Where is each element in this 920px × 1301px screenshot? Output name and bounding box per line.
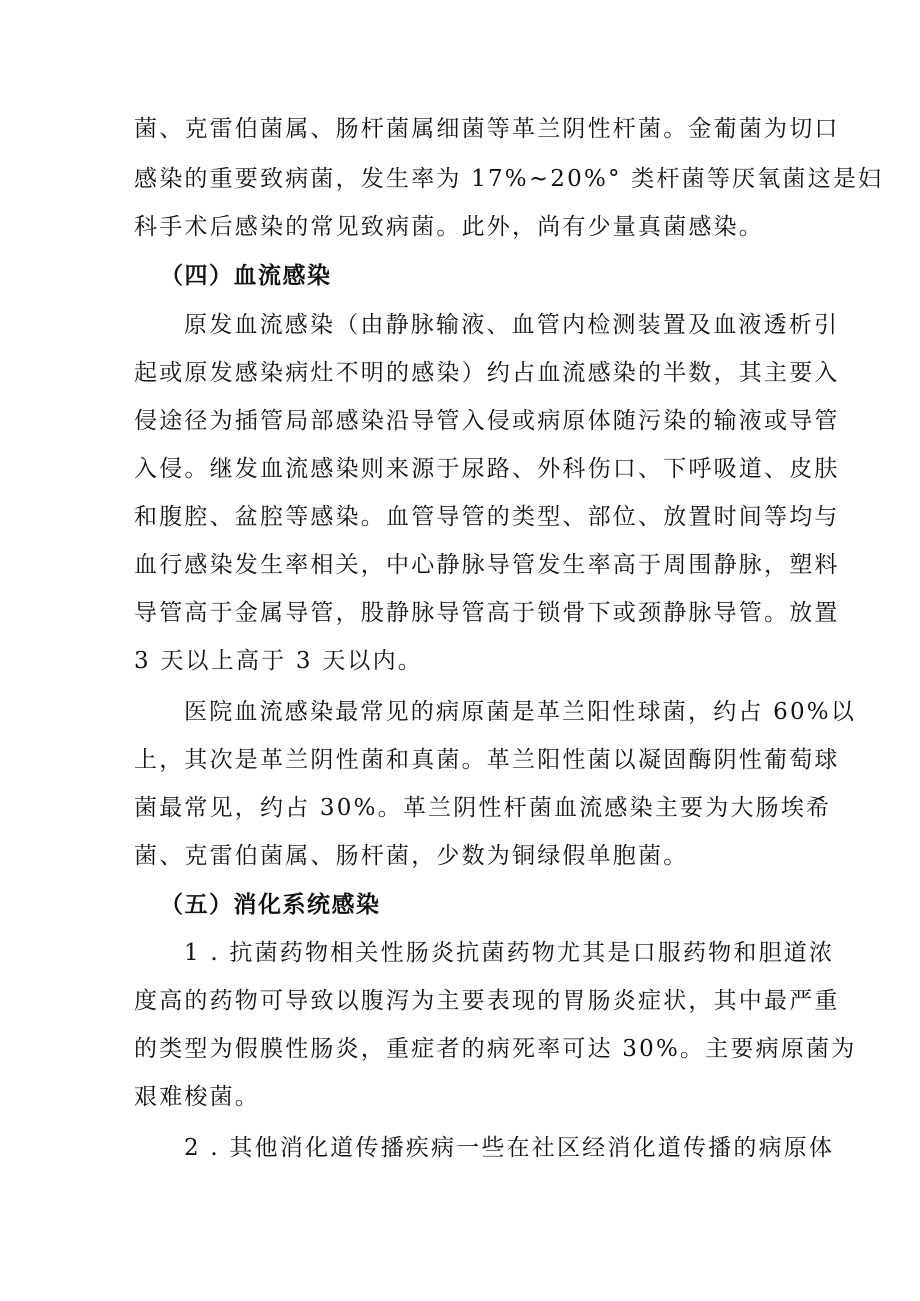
paragraph-line: 度高的药物可导致以腹泻为主要表现的胃肠炎症状，其中最严重 <box>134 988 840 1014</box>
paragraph-line: 科手术后感染的常见致病菌。此外，尚有少量真菌感染。 <box>134 214 764 240</box>
paragraph-line: 导管高于金属导管，股静脉导管高于锁骨下或颈静脉导管。放置 <box>134 600 840 626</box>
section-heading-4: （四）血流感染 <box>160 263 332 289</box>
paragraph-line: 菌最常见，约占 30%。革兰阴性杆菌血流感染主要为大肠埃希 <box>134 795 832 821</box>
paragraph-line: 的类型为假膜性肠炎，重症者的病死率可达 30%。主要病原菌为 <box>134 1036 857 1062</box>
paragraph-line: 艰难梭菌。 <box>134 1084 260 1110</box>
paragraph-line: 感染的重要致病菌，发生率为 17%~20%° 类杆菌等厌氧菌这是妇 <box>134 166 884 192</box>
paragraph-line: 菌、克雷伯菌属、肠杆菌属细菌等革兰阴性杆菌。金葡菌为切口 <box>134 116 840 142</box>
paragraph-line: 2 . 其他消化道传播疾病一些在社区经消化道传播的病原体 <box>184 1135 835 1161</box>
paragraph-line: 血行感染发生率相关，中心静脉导管发生率高于周围静脉，塑料 <box>134 552 840 578</box>
paragraph-line: 3 天以上高于 3 天以内。 <box>134 648 423 674</box>
paragraph-line: 入侵。继发血流感染则来源于尿路、外科伤口、下呼吸道、皮肤 <box>134 456 840 482</box>
paragraph-line: 和腹腔、盆腔等感染。血管导管的类型、部位、放置时间等均与 <box>134 504 840 530</box>
paragraph-line: 原发血流感染（由静脉输液、血管内检测装置及血液透析引 <box>184 312 840 338</box>
paragraph-line: 起或原发感染病灶不明的感染）约占血流感染的半数，其主要入 <box>134 360 840 386</box>
paragraph-line: 侵途径为插管局部感染沿导管入侵或病原体随污染的输液或导管 <box>134 408 840 434</box>
paragraph-line: 菌、克雷伯菌属、肠杆菌，少数为铜绿假单胞菌。 <box>134 843 689 869</box>
section-heading-5: （五）消化系统感染 <box>160 892 381 918</box>
paragraph-line: 1 . 抗菌药物相关性肠炎抗菌药物尤其是口服药物和胆道浓 <box>184 940 835 966</box>
paragraph-line: 医院血流感染最常见的病原菌是革兰阳性球菌，约占 60%以 <box>184 699 857 725</box>
paragraph-line: 上，其次是革兰阴性菌和真菌。革兰阳性菌以凝固酶阴性葡萄球 <box>134 747 840 773</box>
